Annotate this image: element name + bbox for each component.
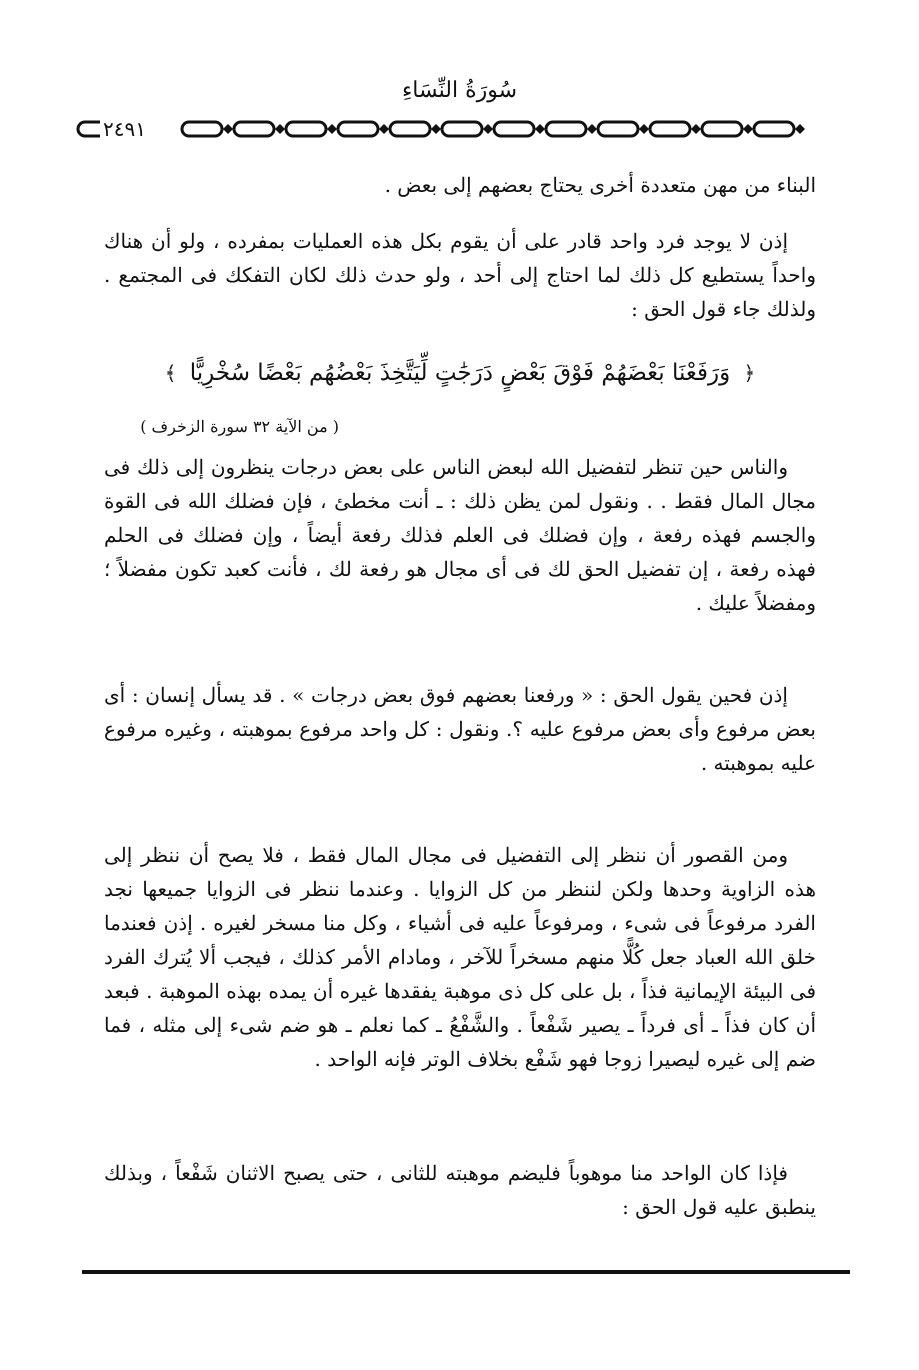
ornament-link [442, 122, 482, 136]
ornament-link [702, 122, 742, 136]
ornament-link [754, 122, 794, 136]
paragraph-6-block [104, 1156, 816, 1224]
ornament-diamond [795, 124, 805, 134]
verse-citation: ( من الآية ٣٢ سورة الزخرف ) [140, 417, 339, 436]
ornament-bar [74, 114, 846, 144]
ornament-link [338, 122, 378, 136]
paragraph-3-block [104, 450, 816, 620]
page-number: ٢٤٩١ [100, 114, 149, 144]
ornament-link [494, 122, 534, 136]
ornament-diamond [639, 124, 649, 134]
ornament-diamond [743, 124, 753, 134]
ornament-diamond [431, 124, 441, 134]
ornament-diamond [587, 124, 597, 134]
ornament-diamond [327, 124, 337, 134]
paragraph-5: ومن القصور أن ننظر إلى التفضيل فى مجال المال فقط ، فلا يصح أن ننظر إلى هذه الزاوية وحدها ولكن لننظر من كل الزوايا . وعندما ننظر فى الزوايا جميعها نجد الفرد مرفوعاً فى شىء ، ومرفوعاً عليه فى أشياء ، وكل منا مسخر لغيره . إذن فعندما خلق الله العباد جعل كُلًّا منهم مسخراً للآخر ، ومادام الأمر كذلك ، فيجب ألا يُترك الفرد فى البيئة الإيمانية فذاً ، بل على كل ذى موهبة يفقدها غيره أن يمده بهذه الموهبة . فبعد أن كان فذاً ـ أى فرداً ـ يصير شَفْعاً . والشَّفْعُ ـ كما نعلم ـ هو ضم شىء إلى مثله ، فما ضم إلى غيره ليصيرا زوجا فهو شَفْع بخلاف الوتر فإنه الواحد . [104, 843, 816, 1071]
ornament-diamond [223, 124, 233, 134]
paragraph-1: البناء من مهن متعددة أخرى يحتاج بعضهم إلى بعض . [384, 173, 816, 197]
verse-close-bracket: ﴾ [164, 361, 177, 385]
ornament-link [234, 122, 274, 136]
paragraph-2: إذن لا يوجد فرد واحد قادر على أن يقوم بكل هذه العمليات بمفرده ، ولو أن هناك واحداً يستطيع كل ذلك لما احتاج إلى أحد ، ولو حدث ذلك لكان التفكك فى المجتمع . ولذلك جاء قول الحق : [104, 229, 816, 321]
ornament-link [286, 122, 326, 136]
ornament-link [650, 122, 690, 136]
paragraph-4: إذن فحين يقول الحق : « ورفعنا بعضهم فوق بعض درجات » . قد يسأل إنسان : أى بعض مرفوع وأى بعض مرفوع عليه ؟. ونقول : كل واحد مرفوع بموهبته ، وغيره مرفوع عليه بموهبته . [104, 683, 816, 775]
ornament-diamond [535, 124, 545, 134]
bottom-rule [82, 1270, 850, 1274]
paragraph-2-block [104, 224, 816, 326]
paragraph-6: فإذا كان الواحد منا موهوباً فليضم موهبته للثانى ، حتى يصبح الاثنان شَفْعاً ، وبذلك ينطبق عليه قول الحق : [104, 1161, 816, 1219]
ornament-link [546, 122, 586, 136]
paragraph-5-block [104, 838, 816, 1076]
paragraph-4-block [104, 678, 816, 780]
verse-text: وَرَفَعْنَا بَعْضَهُمْ فَوْقَ بَعْضٍ دَرَجَٰتٍ لِّيَتَّخِذَ بَعْضُهُم بَعْضًا سُخْرِيًّا [189, 360, 731, 386]
ornament-diamond [379, 124, 389, 134]
quran-verse [104, 356, 816, 390]
paragraph-3: والناس حين تنظر لتفضيل الله لبعض الناس على بعض درجات ينظرون إلى ذلك فى مجال المال فقط . . ونقول لمن يظن ذلك : ـ أنت مخطئ ، فإن فضلك الله فى القوة والجسم فهذه رفعة ، وإن فضلك فى العلم فذلك رفعة أيضاً ، وإن فضلك فى الحلم فهذه رفعة ، إن تفضيل الحق لك فى أى مجال هو رفعة لك ، فأنت كعبد تكون مفضلاً ؛ ومفضلاً عليك . [104, 455, 816, 615]
ornament-link [182, 122, 222, 136]
running-title: سُورَةُ النِّسَاءِ [401, 78, 518, 103]
ornament-diamond [275, 124, 285, 134]
paragraph-1-block [104, 168, 816, 202]
ornament-link [390, 122, 430, 136]
ornament-link [598, 122, 638, 136]
ornament-diamond [483, 124, 493, 134]
ornament-diamond [691, 124, 701, 134]
verse-open-bracket: ﴿ [743, 361, 756, 385]
